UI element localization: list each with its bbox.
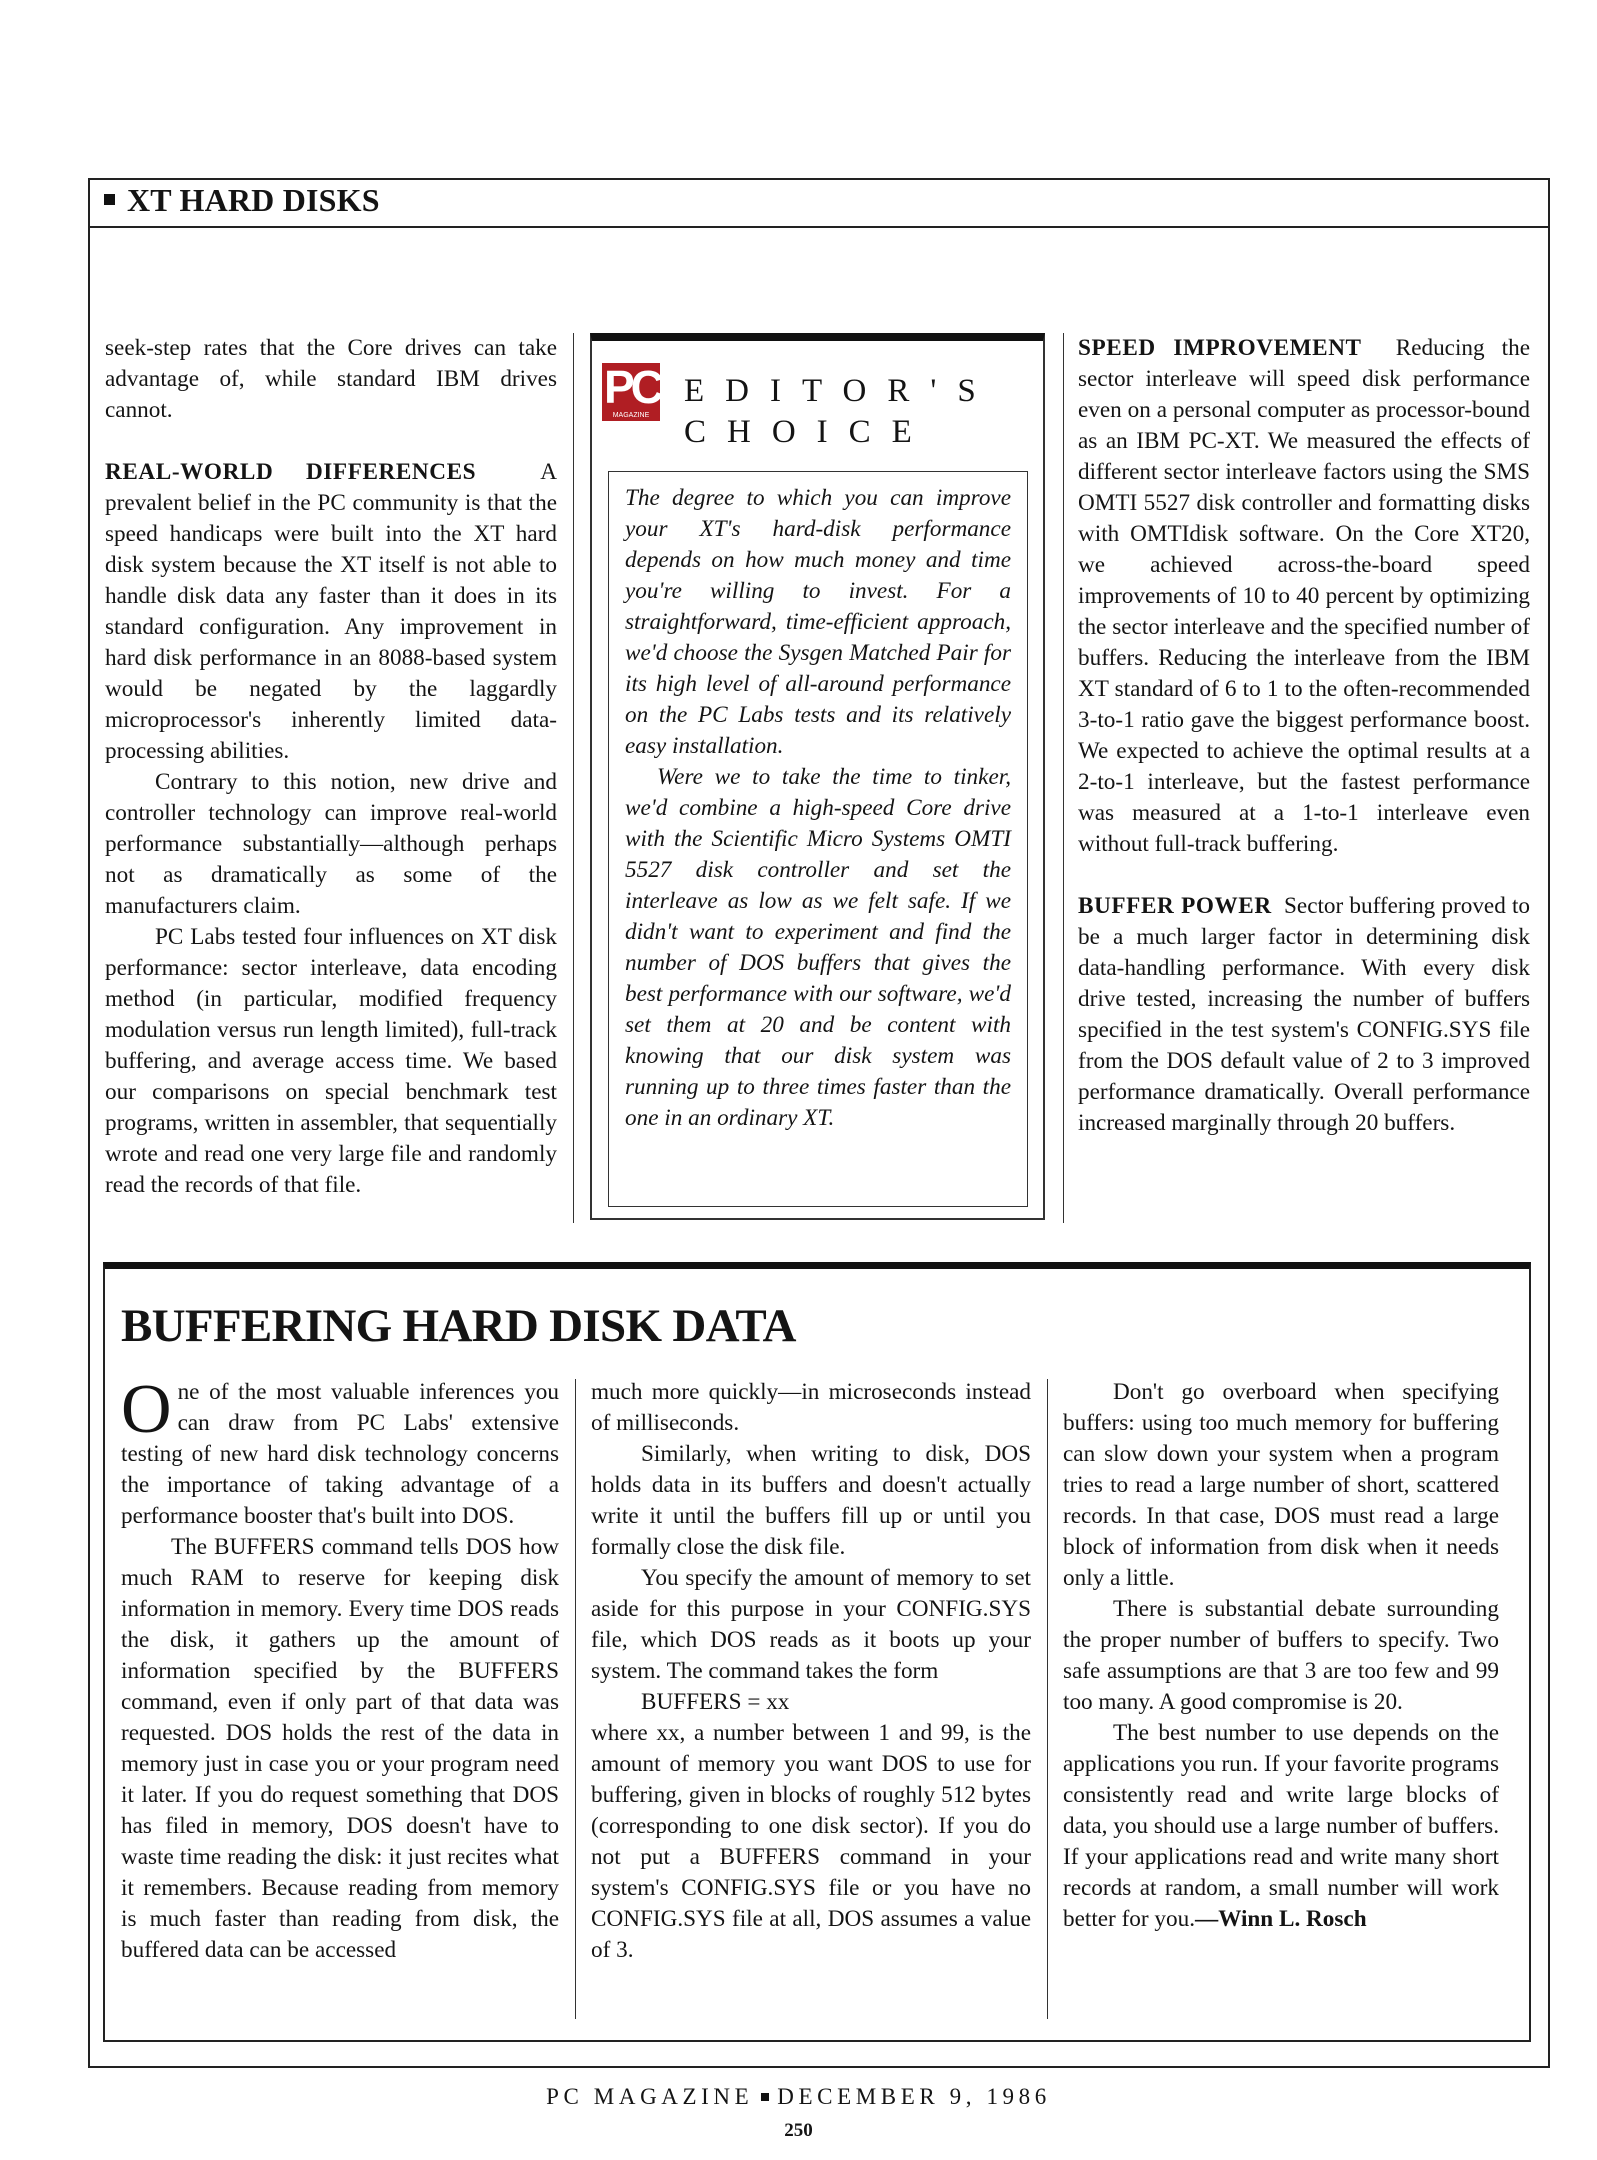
- paragraph: Were we to take the time to tinker, we'd combine a high-speed Core drive with the Scientific Micro Systems OMTI 5527 disk controller and set the interleave as low as we felt safe. If we didn't want to experiment and find the number of DOS buffers that gives the best performance with our software, we'd set them at 20 and be content with knowing that our disk system was running up to three times faster than the one in an ordinary XT.: [625, 764, 1011, 1131]
- article-column-3: [1078, 333, 1530, 1139]
- command-syntax: BUFFERS = xx: [641, 1689, 790, 1715]
- paragraph: The degree to which you can improve your XT's hard-disk performance depends on how much money and time you're willing to invest. For a straightforward, time-efficient approach, we'd choose the Sysgen Matched Pair for its high level of all-around performance on the PC Labs tests and its relatively easy installation.: [625, 485, 1011, 759]
- paragraph: much more quickly—in microseconds instead of milliseconds.: [591, 1379, 1031, 1436]
- section-header-bar: [88, 178, 1550, 228]
- paragraph-text: Sector buffering proved to be a much larger factor in determining disk data-handling performance. With every disk drive tested, increasing the number of buffers specified in the test system's CONFIG.SYS file from the DOS default value of 2 to 3 improved performance dramatically. Overall performance increased marginally through 20 buffers.: [1078, 893, 1530, 1136]
- bullet-square-icon: [104, 194, 115, 205]
- paragraph: There is substantial debate surrounding the proper number of buffers to specify. Two safe assumptions are that 3 are too few and 99 too many. A good compromise is 20.: [1063, 1596, 1499, 1715]
- run-in-heading: REAL-WORLD DIFFERENCES: [105, 459, 477, 485]
- paragraph-text: Reducing the sector interleave will speed disk performance even on a personal computer as processor-bound as an IBM PC-XT. We measured the effects of different sector interleave factors using the SMS OMTI 5527 disk controller and formatting disks with OMTIdisk software. On the Core XT20, we achieved across-the-board speed improvements of 10 to 40 percent by optimizing the sector interleave and the specified number of buffers. Reducing the interleave from the IBM XT standard of 6 to 1 to the often-recommended 3-to-1 ratio gave the biggest performance boost. We expected to achieve the optimal results at a 2-to-1 interleave, but the fastest performance was measured at a 1-to-1 interleave even without full-track buffering.: [1078, 335, 1530, 857]
- sidebar-box: [103, 1262, 1531, 2042]
- page-footer: [0, 2084, 1597, 2110]
- pc-magazine-logo: [602, 363, 660, 421]
- paragraph: You specify the amount of memory to set aside for this purpose in your CONFIG.SYS file, which DOS reads as it boots up your system. The command takes the form: [591, 1565, 1031, 1684]
- paragraph-text: A prevalent belief in the PC community is that the speed handicaps were built into the XT hard disk system because the XT itself is not able to handle disk data any faster than it does in its standard configuration. Any improvement in hard disk performance in an 8088-based system would be negated by the laggardly microprocessor's inherently limited data-processing abilities.: [105, 459, 557, 764]
- column-rule: [573, 333, 574, 1223]
- editors-choice-box: [590, 333, 1045, 1220]
- column-rule: [575, 1379, 576, 2019]
- sidebar-title: BUFFERING HARD DISK DATA: [121, 1300, 796, 1352]
- paragraph-text: The best number to use depends on the applications you run. If your favorite programs consistently read and write large blocks of data, you should use a large number of buffers. If your applications read and write many short records at random, a small number will work better for you.: [1063, 1720, 1499, 1932]
- sidebar-column-2: [591, 1377, 1031, 1966]
- paragraph: [121, 1371, 559, 1532]
- editors-choice-inner-box: [608, 471, 1028, 1207]
- run-in-heading: BUFFER POWER: [1078, 893, 1272, 919]
- paragraph: seek-step rates that the Core drives can take advantage of, while standard IBM drives cannot.: [105, 335, 557, 423]
- drop-cap: O: [121, 1371, 172, 1448]
- column-rule: [1047, 1379, 1048, 2019]
- logo-subtext: MAGAZINE: [612, 412, 650, 419]
- sidebar-column-1: [121, 1371, 559, 1966]
- editors-choice-title-line2: CHOICE: [684, 414, 933, 450]
- paragraph: Contrary to this notion, new drive and controller technology can improve real-world performance substantially—although perhaps not as dramatically as some of the manufacturers claim.: [105, 769, 557, 919]
- logo-letters: PC: [604, 361, 660, 413]
- run-in-heading: SPEED IMPROVEMENT: [1078, 335, 1362, 361]
- paragraph: [1078, 891, 1530, 1139]
- paragraph: Similarly, when writing to disk, DOS holds data in its buffers and doesn't actually write it until the buffers fill up or until you formally close the disk file.: [591, 1441, 1031, 1560]
- section-title: [104, 182, 380, 219]
- article-column-1: [105, 333, 557, 1201]
- paragraph: where xx, a number between 1 and 99, is the amount of memory you want DOS to use for buffering, given in blocks of roughly 512 bytes (corresponding to one disk sector). If you do not put a BUFFERS command in your system's CONFIG.SYS file or you have no CONFIG.SYS file at all, DOS assumes a value of 3.: [591, 1720, 1031, 1963]
- paragraph: [1063, 1718, 1499, 1935]
- paragraph: [1078, 333, 1530, 860]
- paragraph: The BUFFERS command tells DOS how much RAM to reserve for keeping disk information in memory. Every time DOS reads the disk, it gathers up the amount of information specified by the BUFFERS command, even if only part of that data was requested. DOS holds the rest of the data in memory just in case you or your program need it later. If you do request something that DOS has filed in memory, DOS doesn't have to waste time reading the disk: it just recites what it remembers. Because reading from memory is much faster than reading from disk, the buffered data can be accessed: [121, 1534, 559, 1963]
- section-title-text: XT HARD DISKS: [127, 182, 380, 218]
- paragraph: [105, 457, 557, 767]
- paragraph-text: ne of the most valuable inferences you can draw from PC Labs' extensive testing of new hard disk technology concerns the importance of taking advantage of a performance booster that's built into DOS.: [121, 1379, 559, 1529]
- paragraph: Don't go overboard when specifying buffers: using too much memory for buffering can slow down your system when a program tries to read a large number of short, scattered records. In that case, DOS must read a large block of information from disk when it needs only a little.: [1063, 1379, 1499, 1591]
- page-number: 250: [784, 2120, 813, 2141]
- bullet-square-icon: [761, 2093, 769, 2101]
- column-rule: [1063, 333, 1064, 1223]
- editors-choice-text: [625, 483, 1011, 1134]
- footer-magazine: PC MAGAZINE: [546, 2084, 754, 2109]
- footer-date: DECEMBER 9, 1986: [777, 2084, 1051, 2109]
- sidebar-column-3: [1063, 1377, 1499, 1935]
- editors-choice-title-line1: EDITOR'S: [684, 373, 997, 409]
- paragraph: PC Labs tested four influences on XT disk performance: sector interleave, data encoding method (in particular, modified frequency modulation versus run length limited), full-track buffering, and average access time. We based our comparisons on special benchmark test programs, written in assembler, that sequentially wrote and read one very large file and randomly read the records of that file.: [105, 924, 557, 1198]
- byline: —Winn L. Rosch: [1195, 1906, 1367, 1932]
